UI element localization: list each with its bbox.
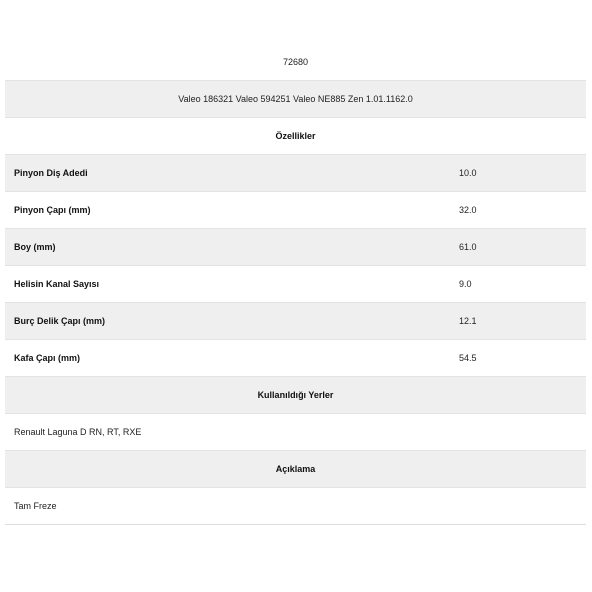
description-header-row xyxy=(5,450,586,487)
specs-header: Özellikler xyxy=(275,131,316,141)
spec-label: Burç Delik Çapı (mm) xyxy=(14,316,106,326)
specs-header-row xyxy=(5,117,586,154)
description-text: Tam Freze xyxy=(14,501,57,511)
spec-label: Boy (mm) xyxy=(14,242,56,252)
description-row xyxy=(5,487,586,524)
spec-label: Pinyon Diş Adedi xyxy=(14,168,88,178)
description-header: Açıklama xyxy=(275,464,316,474)
spec-value: 54.5 xyxy=(459,353,477,363)
oem-references: Valeo 186321 Valeo 594251 Valeo NE885 Zen 1.01.1162.0 xyxy=(178,94,413,104)
spec-row xyxy=(5,265,586,302)
usage-text: Renault Laguna D RN, RT, RXE xyxy=(14,427,142,437)
spec-value: 32.0 xyxy=(459,205,477,215)
oem-refs-row xyxy=(5,80,586,117)
spec-row xyxy=(5,154,586,191)
product-code: 72680 xyxy=(282,56,309,67)
spec-row xyxy=(5,302,586,339)
spec-value: 12.1 xyxy=(459,316,477,326)
spec-value: 9.0 xyxy=(459,279,472,289)
spec-row xyxy=(5,191,586,228)
product-code-row xyxy=(5,43,586,80)
spec-value: 10.0 xyxy=(459,168,477,178)
spec-row xyxy=(5,228,586,265)
spec-value: 61.0 xyxy=(459,242,477,252)
usage-header: Kullanıldığı Yerler xyxy=(257,390,334,400)
product-spec-table xyxy=(5,43,586,525)
usage-header-row xyxy=(5,376,586,413)
spec-label: Helisin Kanal Sayısı xyxy=(14,279,100,289)
usage-row xyxy=(5,413,586,450)
spec-label: Pinyon Çapı (mm) xyxy=(14,205,91,215)
spec-row xyxy=(5,339,586,376)
spec-label: Kafa Çapı (mm) xyxy=(14,353,81,363)
